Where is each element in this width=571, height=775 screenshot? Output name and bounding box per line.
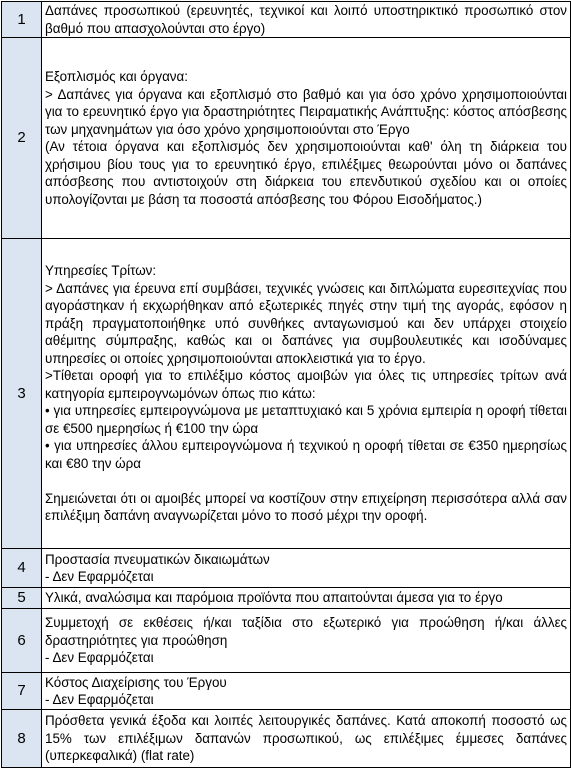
row-number: 7: [2, 673, 42, 710]
description-line: > Δαπάνες για όργανα και εξοπλισμό στο βαθμό και για όσο χρόνο χρησιμοποιούνται για το ερευνητικό έργο για δραστηριότητες Πειραματικής Ανάπτυξης: κόστος απόσβεσης των μηχανημάτων για όσο χρόνο χρησιμοποιούνται στο Έργο: [45, 86, 567, 137]
description-line: > Δαπάνες για έρευνα επί συμβάσει, τεχνικές γνώσεις και διπλώματα ευρεσιτεχνίας που αγοράστηκαν ή εκχωρήθηκαν από εξωτερικές πηγές στην τιμή της αγοράς, εφόσον η πράξη πραγματοποιήθηκε υπό συνθήκες ανταγωνισμού και δεν υπάρχει στοιχείο αθέμιτης σύμπραξης, καθώς και οι δαπάνες για συμβουλευτικές και ισοδύναμες υπηρεσίες οι οποίες χρησιμοποιούνται αποκλειστικά για το έργο.: [45, 280, 567, 366]
row-number: 1: [2, 2, 42, 38]
row-number: 8: [2, 710, 42, 768]
row-description: [42, 673, 571, 710]
description-line: - Δεν Εφαρμόζεται: [45, 692, 154, 707]
description-line: Πρόσθετα γενικά έξοδα και λοιπές λειτουργικές δαπάνες. Κατά αποκοπή ποσοστό ως 15% των επιλέξιμων δαπανών προσωπικού, ως επιλέξιμες έμμεσες δαπάνες (υπερκεφαλικά) (flat rate): [45, 713, 567, 764]
table-row: [2, 38, 571, 239]
eligible-costs-table: [1, 1, 571, 768]
row-description: [42, 710, 571, 768]
table-row: [2, 588, 571, 609]
row-description: [42, 609, 571, 673]
description-line: Κόστος Διαχείρισης του Έργου: [45, 674, 227, 690]
blank-line: [45, 472, 567, 490]
row-description: [42, 588, 571, 609]
description-line: • για υπηρεσίες εμπειρογνώμονα με μεταπτυχιακό και 5 χρόνια εμπειρία η οροφή τίθεται σε €500 ημερησίως ή €100 την ώρα: [45, 403, 567, 436]
row-number: 4: [2, 549, 42, 588]
description-line: Δαπάνες προσωπικού (ερευνητές, τεχνικοί και λοιπό υποστηρικτικό προσωπικό στον βαθμό που απασχολούνται στο έργο): [45, 3, 567, 36]
row-number: 3: [2, 239, 42, 549]
description-line: Υπηρεσίες Τρίτων:: [45, 263, 157, 279]
table-row: [2, 609, 571, 673]
description-line: >Τίθεται οροφή για το επιλέξιμο κόστος αμοιβών για όλες τις υπηρεσίες τρίτων ανά κατηγορία εμπειρογνωμόνων όπως πιο κάτω:: [45, 368, 567, 401]
description-line: (Αν τέτοια όργανα και εξοπλισμός δεν χρησιμοποιούνται καθ' όλη τη διάρκεια του χρήσιμου βίου τους για το ερευνητικό έργο, επιλέξιμες θεωρούνται μόνο οι δαπάνες απόσβεσης που αντιστοιχούν στη διάρκεια του επενδυτικού σχεδίου και οι οποίες υπολογίζονται με βάση τα ποσοστά απόσβεσης του Φόρου Εισοδήματος.): [45, 139, 567, 207]
description-line: Υλικά, αναλώσιμα και παρόμοια προϊόντα που απαιτούνται άμεσα για το έργο: [45, 590, 503, 606]
table-row: [2, 673, 571, 710]
description-line: Σημειώνεται ότι οι αμοιβές μπορεί να κοστίζουν στην επιχείρηση περισσότερα αλλά σαν επιλέξιμη δαπάνη αναγνωρίζεται μόνο το ποσό μέχρι την οροφή.: [45, 490, 567, 524]
description-line: • για υπηρεσίες άλλου εμπειρογνώμονα ή τεχνικού η οροφή τίθεται σε €350 ημερησίως και €80 την ώρα: [45, 438, 567, 471]
row-description: [42, 38, 571, 239]
table-row: [2, 710, 571, 768]
description-line: Προστασία πνευματικών δικαιωμάτων: [45, 551, 270, 567]
table-row: [2, 239, 571, 549]
row-number: 2: [2, 38, 42, 239]
row-number: 5: [2, 588, 42, 609]
description-line: Συμμετοχή σε εκθέσεις ή/και ταξίδια στο εξωτερικό για προώθηση ή/και άλλες δραστηριότητες για προώθηση: [45, 615, 567, 648]
row-description: [42, 549, 571, 588]
description-line: - Δεν Εφαρμόζεται: [45, 650, 154, 666]
table-row: [2, 549, 571, 588]
row-description: [42, 2, 571, 38]
description-line: Εξοπλισμός και όργανα:: [45, 69, 188, 84]
table-row: [2, 2, 571, 38]
row-number: 6: [2, 609, 42, 673]
row-description: [42, 239, 571, 549]
description-line: - Δεν Εφαρμόζεται: [45, 569, 154, 584]
